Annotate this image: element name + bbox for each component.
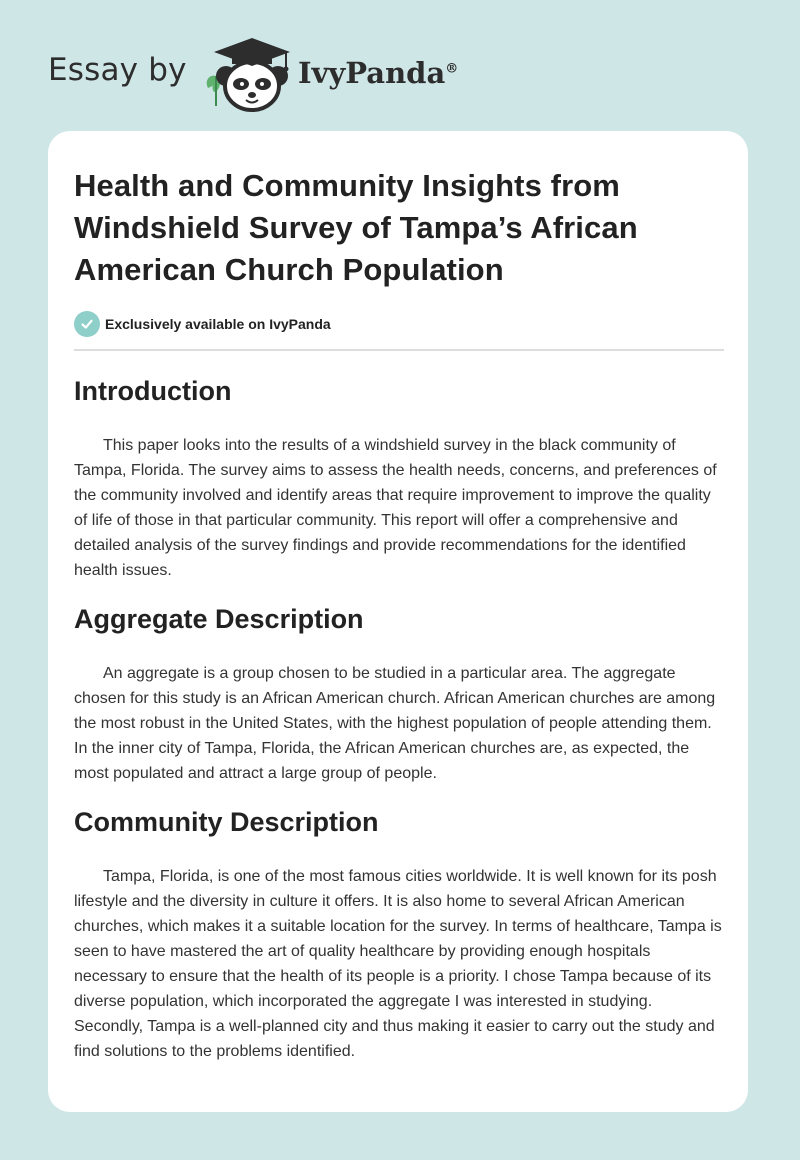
essay-content [74, 165, 724, 1064]
section-heading-introduction: Introduction [74, 376, 232, 406]
essay-card [48, 131, 748, 1112]
check-icon [74, 311, 100, 337]
site-header [48, 36, 488, 116]
section-heading-aggregate-description: Aggregate Description [74, 604, 364, 634]
brand-name-text: IvyPanda [298, 56, 446, 90]
section-body-aggregate-description: An aggregate is a group chosen to be studied in a particular area. The aggregate chosen for this study is an African American church. African American churches are among the most robust in the United States, with the highest population of people attending them. In the inner city of Tampa, Florida, the African American churches are, as expected, the most populated and attract a large group of people. [74, 665, 716, 782]
exclusive-badge [74, 311, 724, 337]
essay-title: Health and Community Insights from Windshield Survey of Tampa’s African American Church Population [74, 168, 638, 287]
title-divider [74, 349, 724, 351]
exclusive-badge-label: Exclusively available on IvyPanda [105, 316, 331, 332]
essay-by-label: Essay by [48, 52, 187, 88]
section-body-community-description: Tampa, Florida, is one of the most famous cities worldwide. It is well known for its posh lifestyle and the diversity in culture it offers. It is also home to several African American churches, which makes it a suitable location for the survey. In terms of healthcare, Tampa is seen to have mastered the art of quality healthcare by providing enough hospitals necessary to ensure that the health of its people is a priority. I chose Tampa because of its diverse population, which incorporated the aggregate I was interested in studying. Secondly, Tampa is a well-planned city and thus making it easier to carry out the study and find solutions to the problems identified. [74, 868, 722, 1060]
panda-logo-icon[interactable] [202, 36, 294, 112]
registered-mark: ® [445, 61, 459, 77]
section-heading-community-description: Community Description [74, 807, 379, 837]
brand-name[interactable] [298, 56, 458, 90]
section-body-introduction: This paper looks into the results of a windshield survey in the black community of Tampa, Florida. The survey aims to assess the health needs, concerns, and preferences of the community involved and identify areas that require improvement to improve the quality of life of those in that particular community. This report will offer a comprehensive and detailed analysis of the survey findings and provide recommendations for the identified health issues. [74, 437, 717, 579]
